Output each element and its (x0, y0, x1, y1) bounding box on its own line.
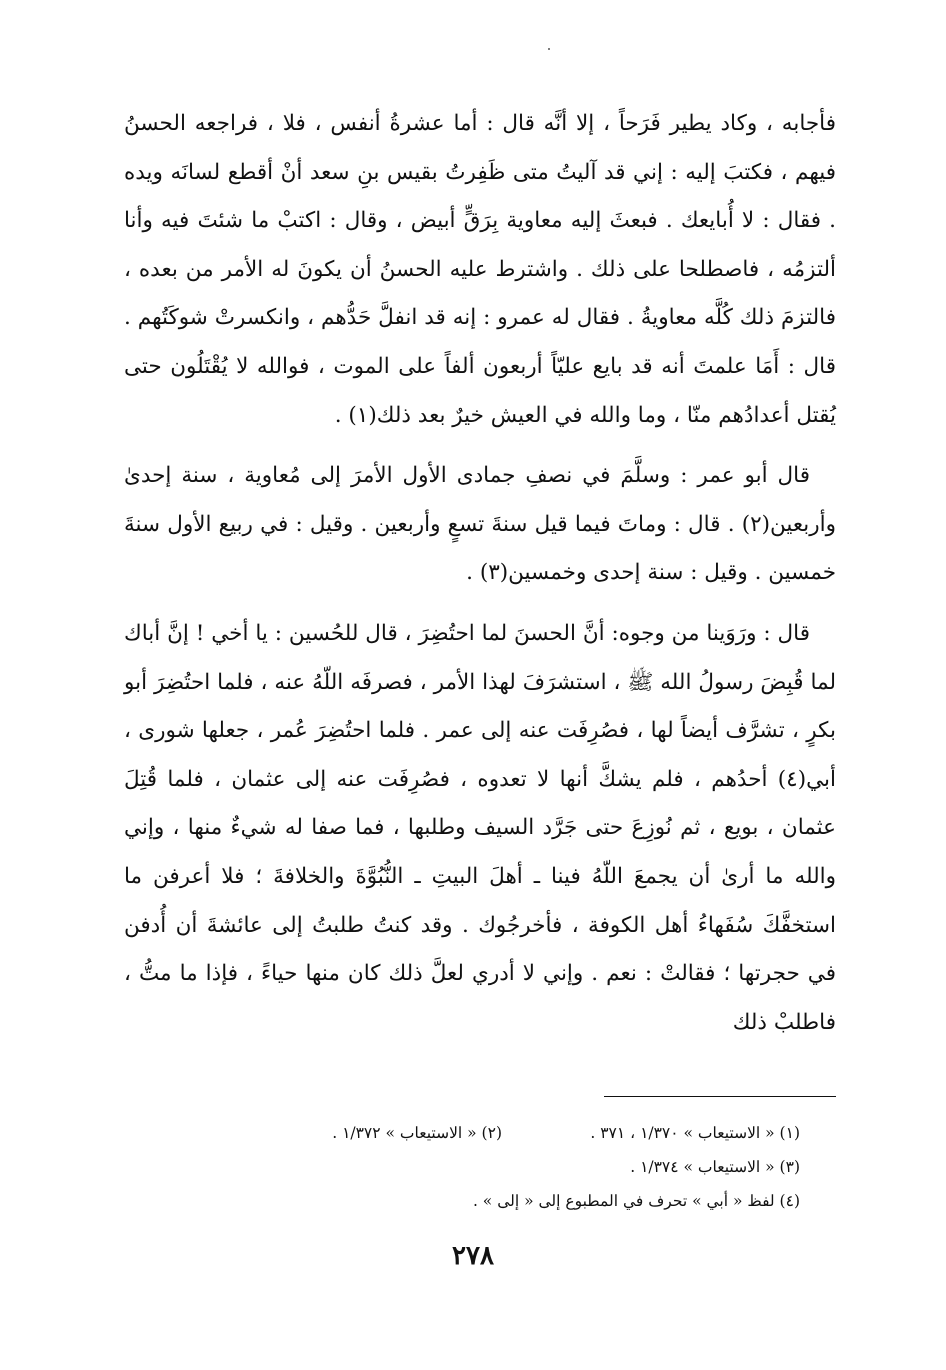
footnote-row-2 (160, 1150, 800, 1184)
footnote-2: (٢) « الاستيعاب » ١/٣٧٢ . (332, 1124, 502, 1142)
paragraph-2: قال أبو عمر : وسلَّمَ في نصفِ جمادى الأول الأمرَ إلى مُعاوية ، سنة إحدىٰ وأربعين(٢) . قال : وماتَ فيما قيل سنةَ تسعٍ وأربعين . وقيل : في ربيع الأول سنةَ خمسين . وقيل : سنة إحدى وخمسين(٣) . (124, 463, 836, 586)
footnote-4: (٤) لفظ « أبي » تحرف في المطبوع إلى « إلى » . (472, 1192, 800, 1210)
footnote-row-1 (160, 1116, 800, 1150)
footnotes (160, 1116, 800, 1218)
paragraph-1: فأجابه ، وكاد يطير فَرَحاً ، إلا أنَّه قال : أما عشرةُ أنفس ، فلا ، فراجعه الحسنُ فيهم ، فكتبَ إليه : إني قد آليتُ متى ظَفِرتُ بقيس بنِ سعد أنْ أقطع لسانَه ويده . فقال : لا أُبايعك . فبعثَ إليه معاوية بِرَقٍّ أبيض ، وقال : اكتبْ ما شئتَ فيه وأنا ألتزمُه ، فاصطلحا على ذلك . واشترط عليه الحسنُ أن يكونَ له الأمر من بعده ، فالتزمَ ذلك كُلَّه معاويةُ . فقال له عمرو : إنه قد انفلَّ حَدُّهم ، وانكسرتْ شوكَتُهم . قال : أَمَا علمتَ أنه قد بايع عليّاً أربعون ألفاً على الموت ، فوالله لا يُقْتَلُون حتى يُقتل أعدادُهم منّا ، وما والله في العيش خيرٌ بعد ذلك(١) . (124, 111, 836, 428)
footnote-separator (604, 1096, 836, 1097)
footnote-3: (٣) « الاستيعاب » ١/٣٧٤ . (630, 1158, 800, 1176)
page-number: ٢٧٨ (452, 1241, 494, 1271)
main-text (124, 100, 836, 1047)
footnote-1: (١) « الاستيعاب » ١/٣٧٠ ، ٣٧١ . (590, 1124, 800, 1142)
scan-speck (548, 48, 550, 50)
paragraph-3: قال : ورَوَينا من وجوه: أنَّ الحسنَ لما احتُضِرَ ، قال للحُسين : يا أخي ! إنَّ أباك لما قُبِضَ رسولُ الله ﷺ ، استشرَفَ لهذا الأمر ، فصرفَه اللّهُ عنه ، فلما احتُضِرَ أبو بكرٍ ، تشرَّف أيضاً لها ، فصُرِفَت عنه إلى عمر . فلما احتُضِرَ عُمر ، جعلها شورى ، أبي(٤) أحدُهم ، فلم يشكَّ أنها لا تعدوه ، فصُرِفَت عنه إلى عثمان ، فلما قُتِلَ عثمان ، بويع ، ثم نُوزِعَ حتى جَرَّد السيف وطلبها ، فما صفا له شيءٌ منها ، وإني والله ما أرىٰ أن يجمعَ اللّهُ فينا ـ أهلَ البيتِ ـ النُّبُوَّةَ والخلافةَ ؛ فلا أعرفن ما استخفَّكَ سُفَهاءُ أهل الكوفة ، فأخرجُوك . وقد كنتُ طلبتُ إلى عائشةَ أن أُدفن في حجرتها ؛ فقالتْ : نعم . وإني لا أدري لعلَّ ذلك كان منها حياءً ، فإذا ما متُّ ، فاطلبْ ذلك (124, 620, 836, 1035)
footnote-row-3 (160, 1184, 800, 1218)
